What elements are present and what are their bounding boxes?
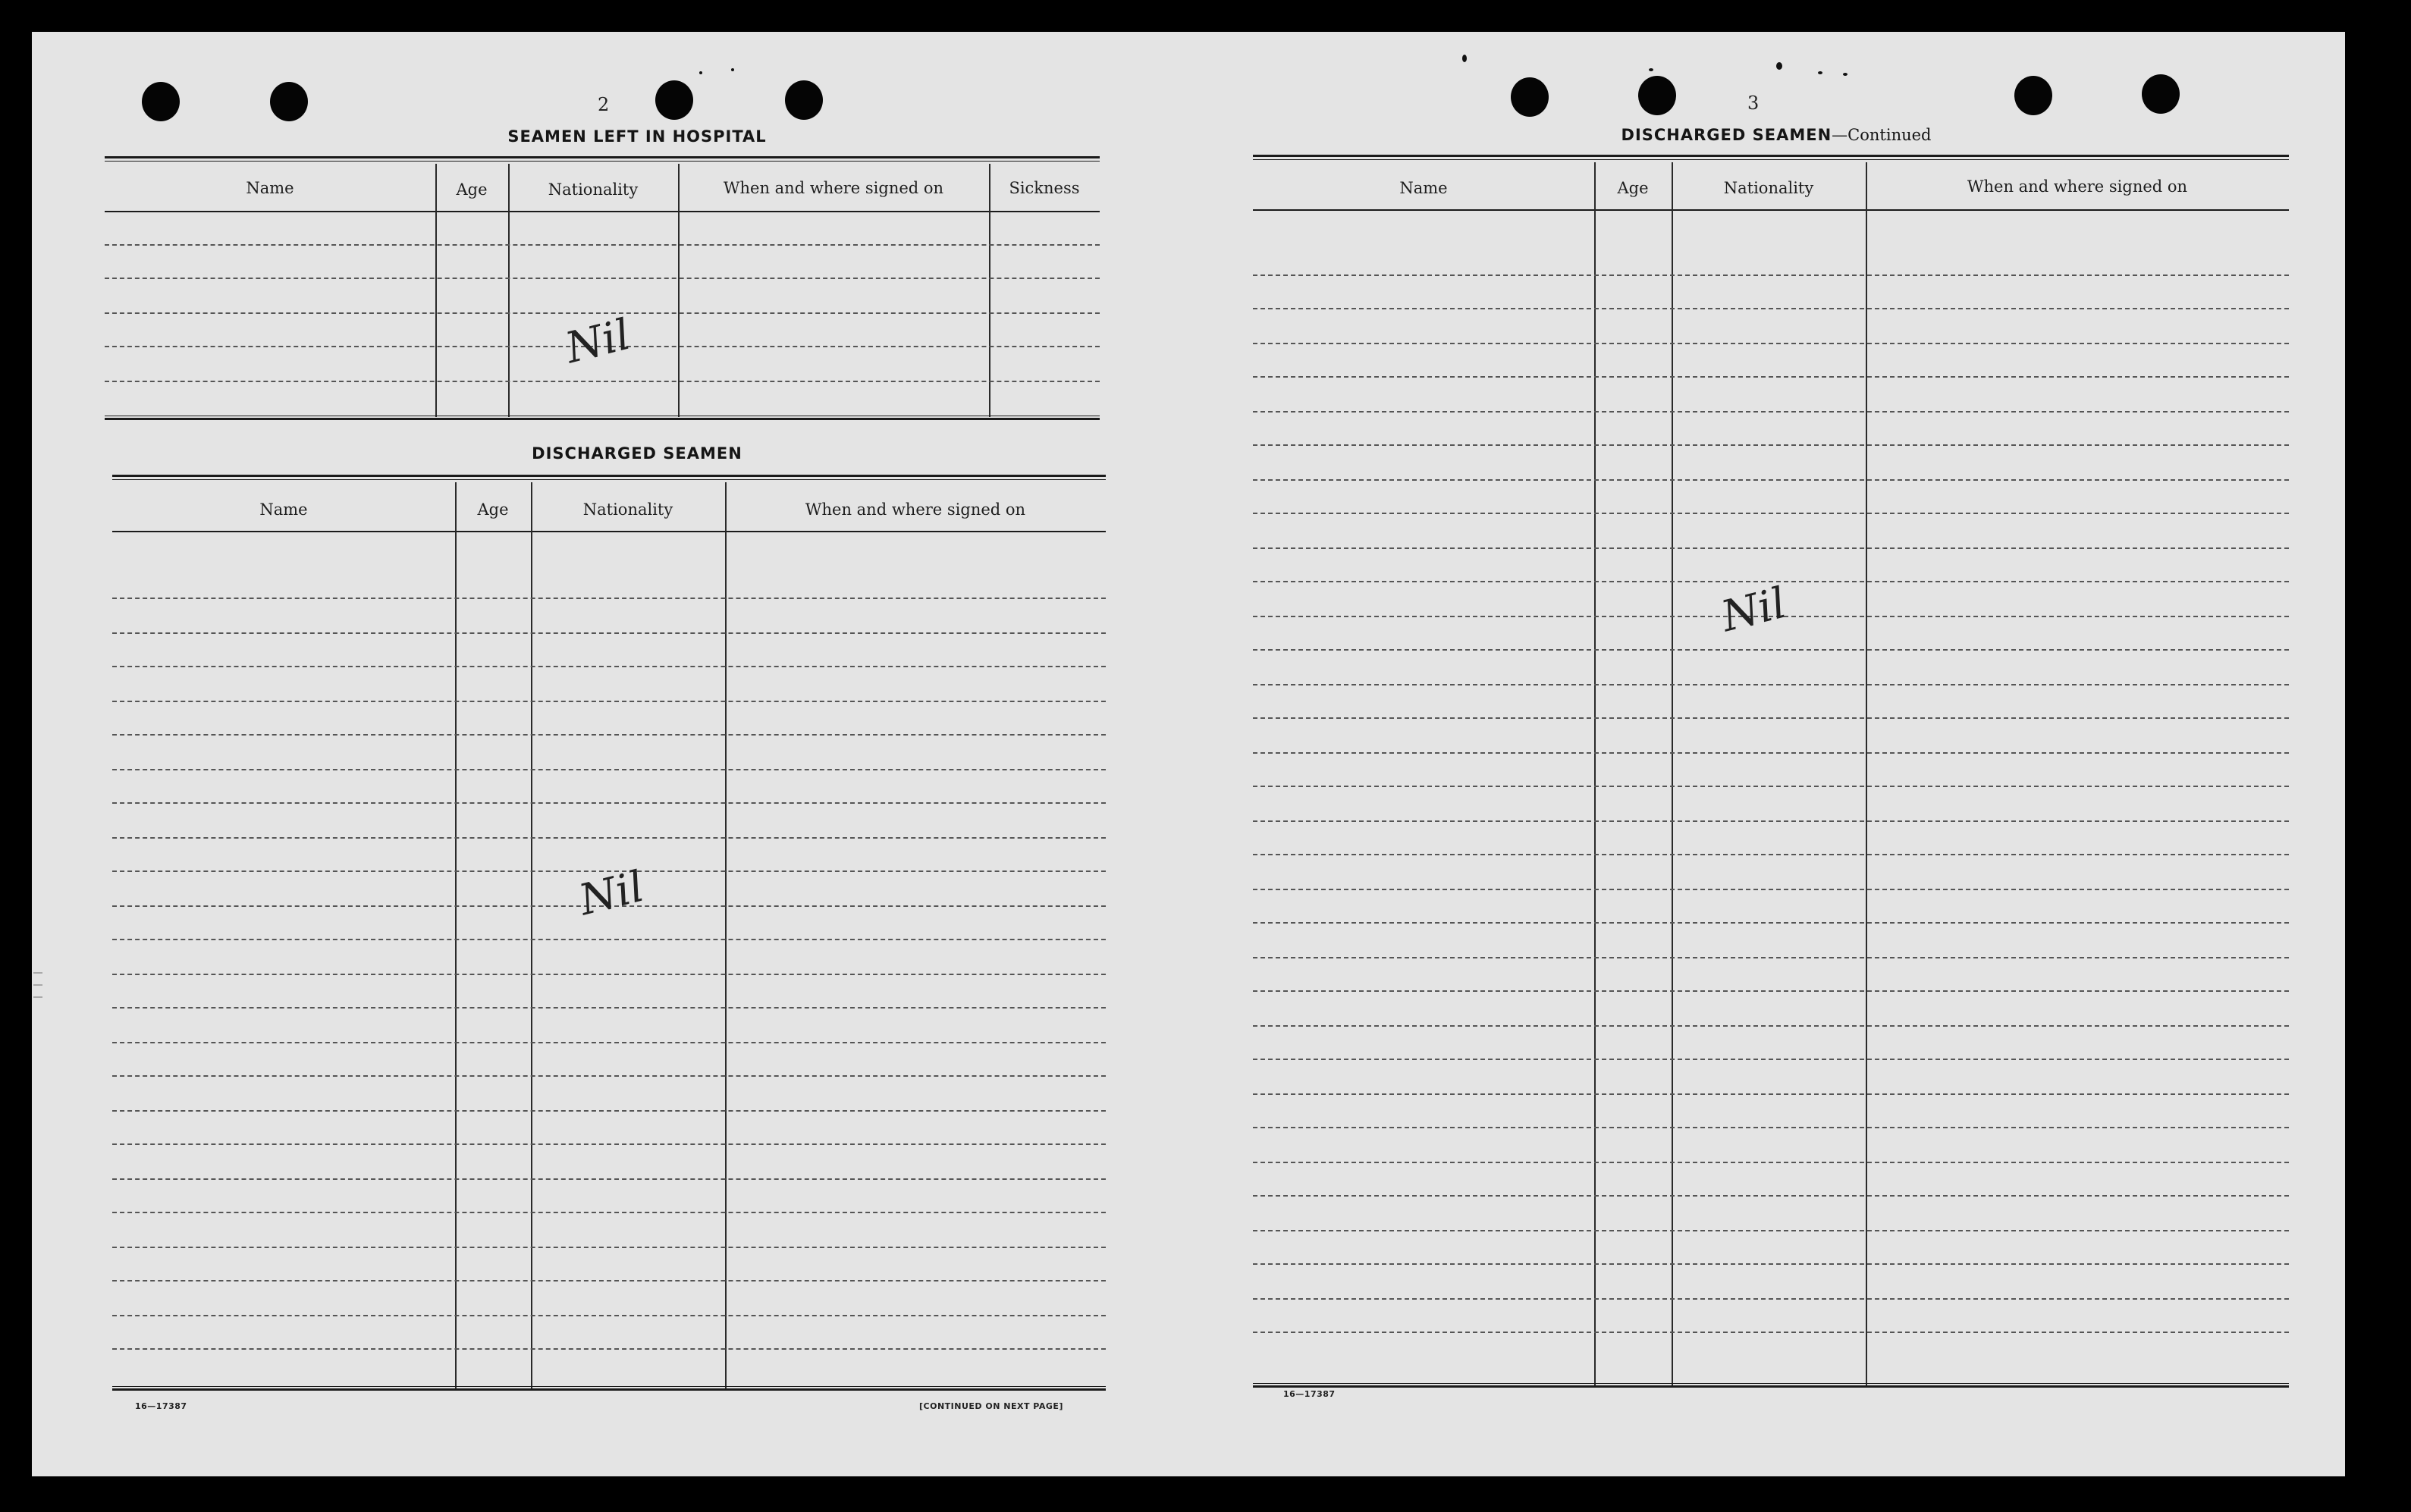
hospital-table — [105, 156, 1100, 460]
table-row — [112, 1212, 1106, 1213]
table-row — [1253, 1059, 2289, 1060]
page-number-left: 2 — [598, 94, 610, 115]
table-row — [1253, 786, 2289, 787]
form-number-right: 16—17387 — [1283, 1389, 1336, 1399]
table-row — [1253, 411, 2289, 413]
table-row — [105, 244, 1100, 246]
table-row — [105, 278, 1100, 279]
hospital-col-name: Name — [246, 179, 294, 197]
table-row — [1253, 1025, 2289, 1027]
table-row — [1253, 684, 2289, 685]
table-row — [1253, 308, 2289, 309]
discharged-table-right — [1253, 155, 2289, 1421]
punch-hole — [142, 82, 180, 121]
punch-hole — [655, 80, 693, 120]
discharged-left-col-age: Age — [477, 500, 509, 519]
punch-hole — [1511, 77, 1549, 117]
table-row — [1253, 274, 2289, 276]
table-row — [1253, 479, 2289, 481]
table-row — [1253, 513, 2289, 514]
discharged-left-col-signed-on: When and where signed on — [805, 500, 1026, 519]
table-row — [112, 769, 1106, 770]
discharged-left-col-nationality: Nationality — [582, 500, 673, 519]
table-row — [1253, 376, 2289, 378]
table-row — [1253, 1263, 2289, 1265]
punch-hole — [785, 80, 823, 120]
punch-hole — [1638, 76, 1676, 115]
edge-tick — [33, 984, 42, 986]
table-row — [112, 1110, 1106, 1112]
table-row — [1253, 990, 2289, 992]
edge-tick — [33, 972, 42, 974]
table-row — [1253, 820, 2289, 822]
speck — [699, 71, 702, 74]
discharged-continued-title — [1473, 126, 2080, 144]
table-row — [1253, 889, 2289, 890]
table-row — [112, 1178, 1106, 1180]
discharged-left-col-name: Name — [259, 500, 308, 519]
speck — [1818, 71, 1822, 74]
table-row — [112, 1348, 1106, 1350]
hospital-col-sickness: Sickness — [1009, 179, 1080, 197]
hospital-nil-entry: Nil — [560, 309, 636, 374]
table-row — [112, 734, 1106, 736]
punch-hole — [2142, 74, 2180, 114]
table-row — [105, 381, 1100, 382]
table-row — [1253, 547, 2289, 549]
discharged-right-col-nationality: Nationality — [1723, 179, 1814, 197]
table-row — [1253, 343, 2289, 344]
document-paper — [32, 32, 2345, 1476]
table-row — [112, 1007, 1106, 1009]
table-row — [112, 802, 1106, 804]
table-row — [1253, 752, 2289, 754]
table-row — [112, 1247, 1106, 1248]
table-row — [112, 1315, 1106, 1316]
discharged-left-nil-entry: Nil — [574, 861, 649, 926]
table-row — [112, 1280, 1106, 1281]
table-row — [1253, 1298, 2289, 1300]
table-row — [112, 1042, 1106, 1043]
speck — [1462, 55, 1467, 62]
table-row — [1253, 854, 2289, 855]
form-number-left: 16—17387 — [135, 1401, 187, 1411]
table-row — [112, 837, 1106, 839]
table-row — [1253, 1195, 2289, 1197]
speck — [1776, 62, 1782, 70]
table-row — [112, 1075, 1106, 1077]
discharged-right-col-age: Age — [1617, 179, 1649, 197]
speck — [731, 68, 734, 71]
punch-hole — [270, 82, 308, 121]
table-row — [1253, 922, 2289, 924]
discharged-right-col-signed-on: When and where signed on — [1967, 177, 2188, 196]
discharged-continued-suffix: —Continued — [1832, 126, 1932, 144]
continued-note: [CONTINUED ON NEXT PAGE] — [919, 1401, 1063, 1411]
table-row — [1253, 1162, 2289, 1163]
table-row — [112, 598, 1106, 599]
table-row — [1253, 1093, 2289, 1095]
table-row — [1253, 444, 2289, 446]
table-row — [112, 666, 1106, 667]
hospital-col-age: Age — [456, 180, 488, 199]
table-row — [112, 939, 1106, 940]
table-row — [112, 632, 1106, 634]
table-row — [1253, 649, 2289, 651]
table-row — [112, 701, 1106, 702]
edge-tick — [33, 996, 42, 998]
speck — [1649, 68, 1653, 71]
discharged-right-nil-entry: Nil — [1716, 578, 1791, 642]
table-row — [112, 1143, 1106, 1145]
page-number-right: 3 — [1747, 93, 1760, 114]
discharged-section-title: DISCHARGED SEAMEN — [532, 444, 742, 463]
table-row — [1253, 1332, 2289, 1333]
hospital-section-title: SEAMEN LEFT IN HOSPITAL — [507, 127, 767, 146]
punch-hole — [2014, 76, 2052, 115]
discharged-continued-title-main: DISCHARGED SEAMEN — [1621, 126, 1832, 144]
discharged-right-col-name: Name — [1399, 179, 1448, 197]
table-row — [1253, 717, 2289, 719]
table-row — [1253, 957, 2289, 958]
hospital-col-signed-on: When and where signed on — [723, 179, 944, 197]
discharged-table-left — [112, 475, 1106, 1423]
speck — [1843, 73, 1847, 76]
table-row — [1253, 1230, 2289, 1231]
table-row — [105, 312, 1100, 314]
table-row — [112, 974, 1106, 975]
table-row — [1253, 1127, 2289, 1128]
hospital-col-nationality: Nationality — [548, 180, 639, 199]
